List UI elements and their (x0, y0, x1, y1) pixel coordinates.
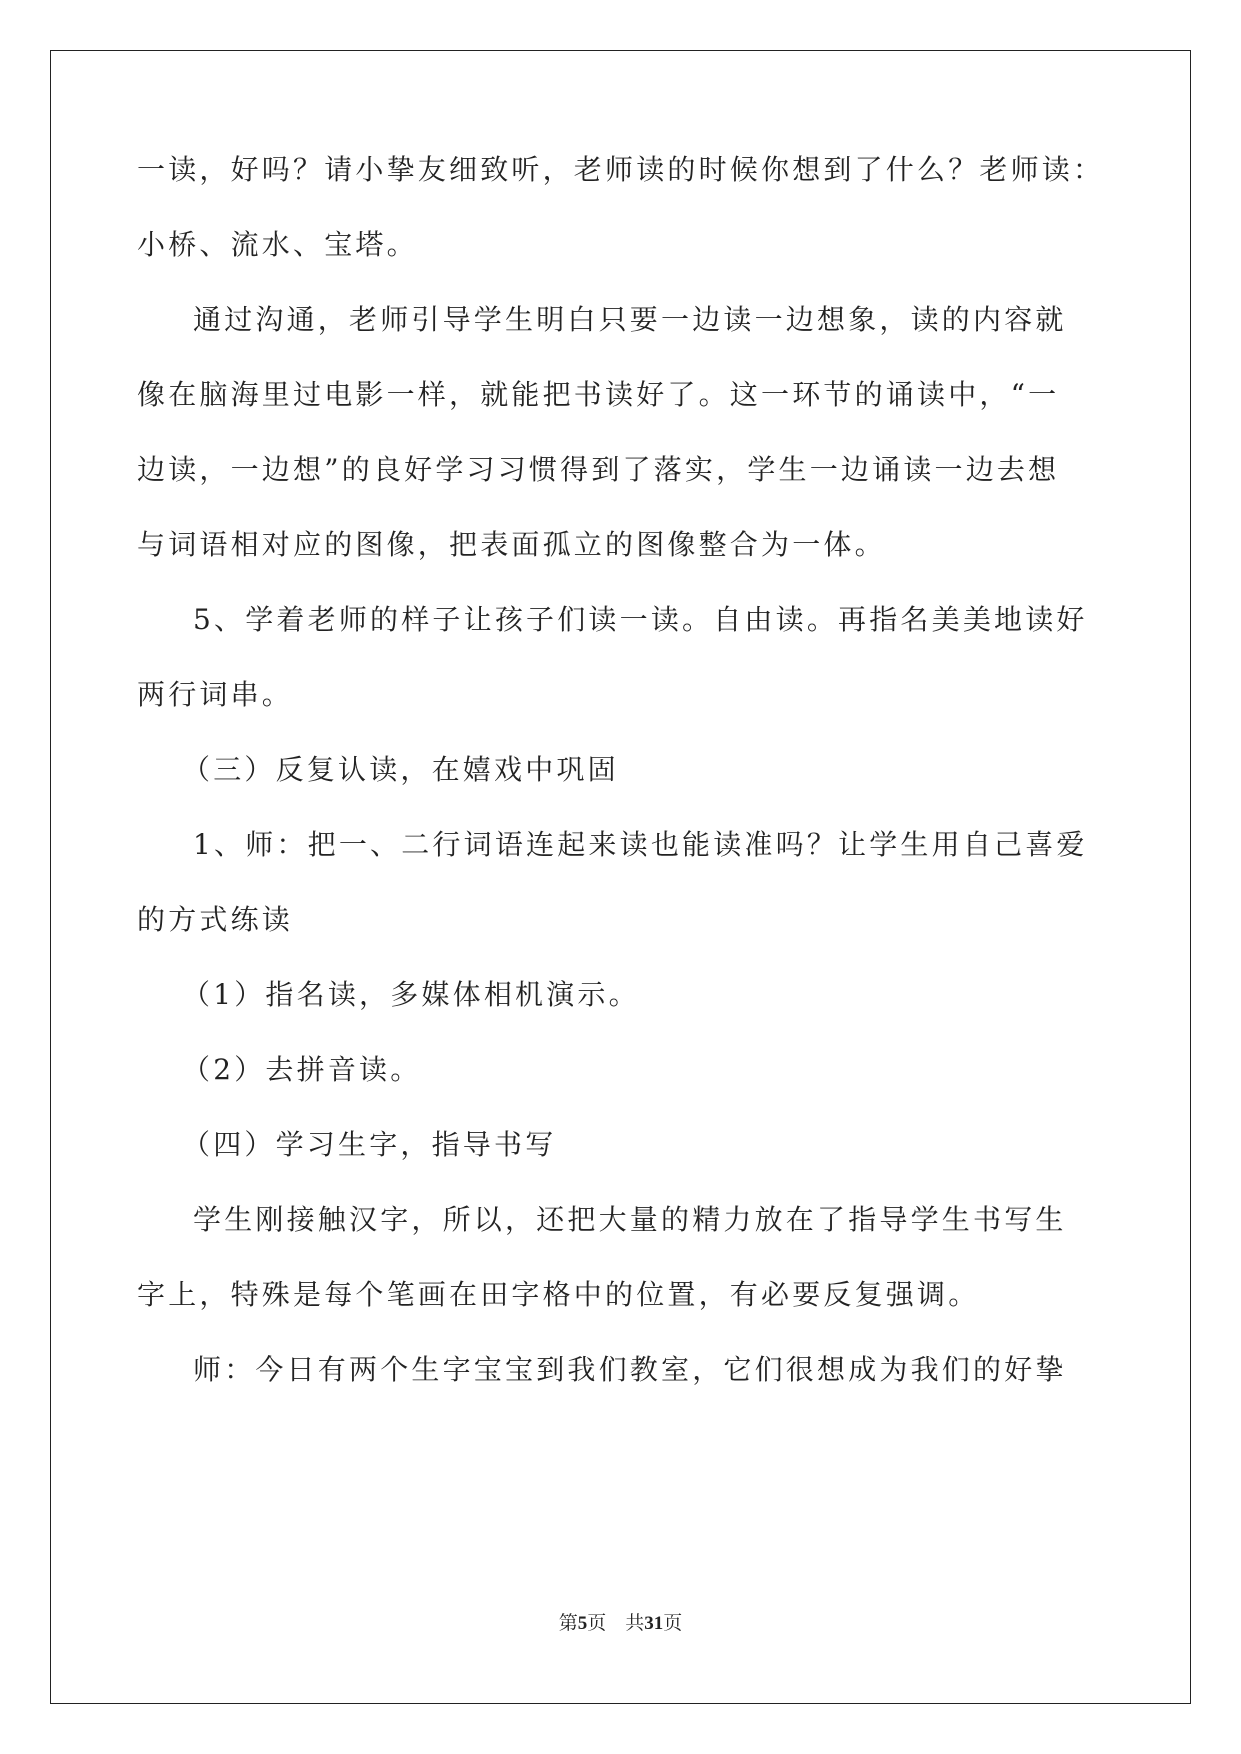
text-line: 与词语相对应的图像，把表面孤立的图像整合为一体。 (137, 528, 886, 561)
text-line: 边读，一边想”的良好学习习惯得到了落实，学生一边诵读一边去想 (137, 453, 1060, 486)
text-line: 的方式练读 (137, 903, 294, 936)
text-line: 字上，特殊是每个笔画在田字格中的位置，有必要反复强调。 (137, 1278, 980, 1311)
text-line: 一读，好吗？请小挚友细致听，老师读的时候你想到了什么？老师读： (137, 153, 1105, 186)
total-pages: 31 (644, 1613, 664, 1634)
section-heading: （三）反复认读，在嬉戏中巩固 (182, 753, 619, 786)
text-line: 像在脑海里过电影一样，就能把书读好了。这一环节的诵读中，“一 (137, 378, 1060, 411)
text-line: 小桥、流水、宝塔。 (137, 228, 418, 261)
page-frame (50, 50, 1191, 1704)
text-line: 1、师：把一、二行词语连起来读也能读准吗？让学生用自己喜爱 (193, 828, 1088, 861)
text-line: 师：今日有两个生字宝宝到我们教室，它们很想成为我们的好挚 (193, 1353, 1067, 1386)
text-line: （2）去拼音读。 (182, 1053, 422, 1086)
section-heading: （四）学习生字，指导书写 (182, 1128, 557, 1161)
text-line: （1）指名读，多媒体相机演示。 (182, 978, 640, 1011)
page-number: 5 (577, 1613, 588, 1634)
footer-mid: 页 共 (587, 1613, 645, 1634)
footer-suffix: 页 (663, 1613, 683, 1634)
text-line: 学生刚接触汉字，所以，还把大量的精力放在了指导学生书写生 (193, 1203, 1067, 1236)
text-line: 通过沟通，老师引导学生明白只要一边读一边想象，读的内容就 (193, 303, 1067, 336)
footer-prefix: 第 (558, 1613, 578, 1634)
page-footer (0, 1608, 1241, 1635)
text-line: 两行词串。 (137, 678, 294, 711)
text-line: 5、学着老师的样子让孩子们读一读。自由读。再指名美美地读好 (193, 603, 1088, 636)
